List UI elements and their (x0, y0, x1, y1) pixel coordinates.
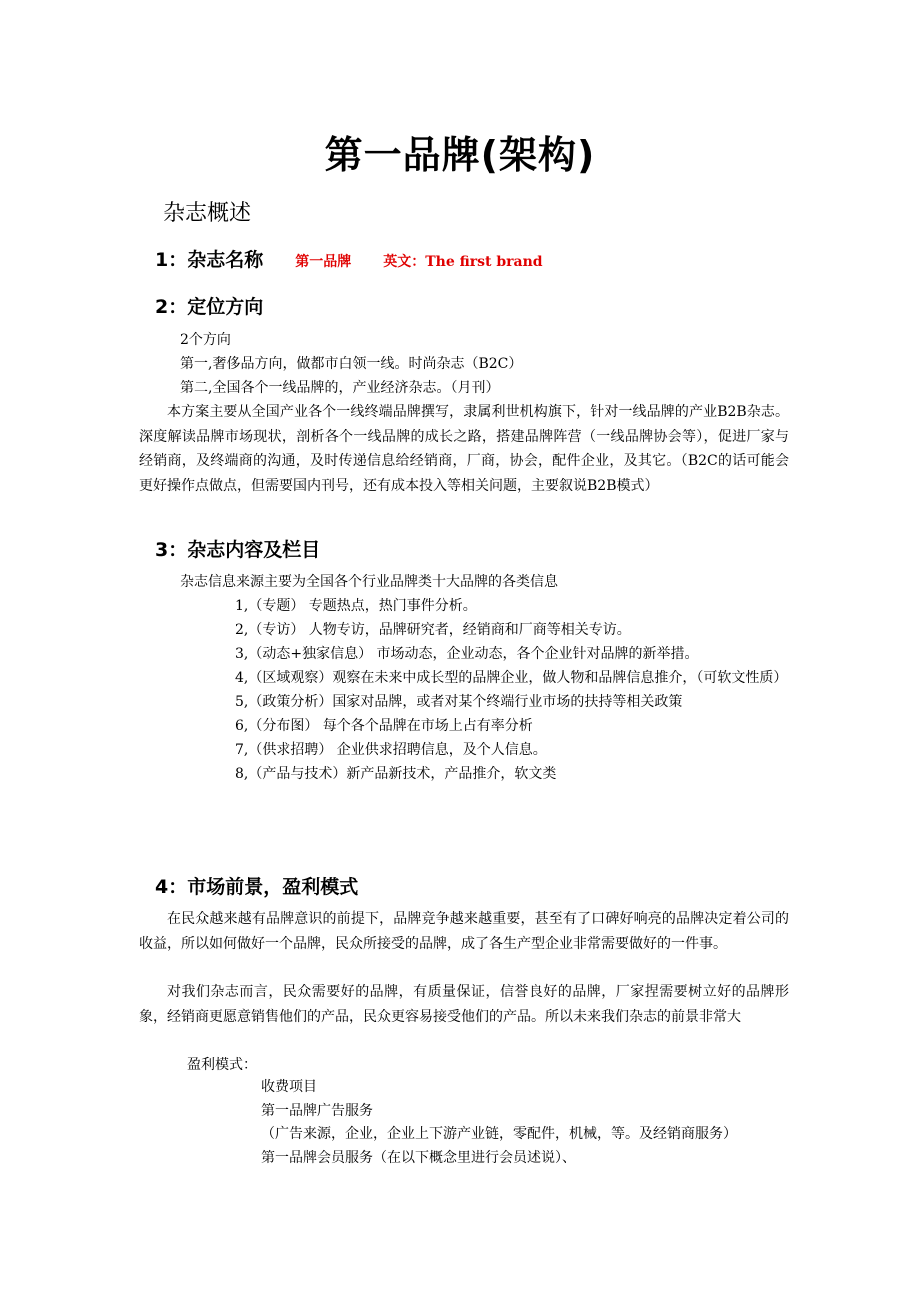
list-item: 6,（分布图） 每个各个品牌在市场上占有率分析 (235, 718, 533, 734)
document-title: 第一品牌(架构) (324, 133, 596, 177)
list-item: 收费项目 (261, 1079, 317, 1095)
magazine-name-value: 第一品牌 (295, 254, 352, 270)
list-item: 2,（专访） 人物专访，品牌研究者，经销商和厂商等相关专访。 (235, 622, 631, 638)
magazine-name-label: 1：杂志名称 (155, 249, 264, 271)
list-item: 1,（专题） 专题热点，热门事件分析。 (235, 598, 477, 614)
section-heading: 杂志概述 (163, 201, 252, 226)
profit-model-label: 盈利模式： (187, 1057, 257, 1073)
column-list (235, 594, 795, 786)
list-item: 第一品牌广告服务 (261, 1102, 373, 1119)
positioning-paragraph: 本方案主要从全国产业各个一线终端品牌撰写，隶属利世机构旗下，针对一线品牌的产业B2B杂志。深度解读品牌市场现状，剖析各个一线品牌的成长之路，搭建品牌阵营（一线品牌协会等），促进厂家与经销商，及终端商的沟通，及时传递信息给经销商，厂商，协会，配件企业，及其它。（B2C的话可能会更好操作点做点，但需要国内刊号，还有成本投入等相关问题，主要叙说B2B模式） (139, 404, 789, 494)
list-item: 4,（区域观察）观察在未来中成长型的品牌企业，做人物和品牌信息推介，（可软文性质） (235, 670, 788, 686)
market-paragraph: 在民众越来越有品牌意识的前提下，品牌竞争越来越重要，甚至有了口碑好响亮的品牌决定着公司的收益，所以如何做好一个品牌，民众所接受的品牌，成了各生产型企业非常需要做好的一件事。 (139, 911, 789, 952)
positioning-heading: 2：定位方向 (155, 296, 264, 318)
list-item: （广告来源，企业，企业上下游产业链，零配件，机械，等。及经销商服务） (261, 1126, 737, 1142)
market-prospect-heading: 4：市场前景，盈利模式 (155, 876, 359, 898)
content-columns-heading: 3：杂志内容及栏目 (155, 539, 321, 561)
list-item: 8,（产品与技术）新产品新技术，产品推介，软文类 (235, 766, 557, 782)
positioning-line: 第二,全国各个一线品牌的，产业经济杂志。（月刊） (180, 380, 500, 396)
magazine-name-heading (155, 245, 543, 272)
positioning-line: 第一,奢侈品方向，做都市白领一线。时尚杂志（B2C） (180, 356, 523, 372)
profit-items-list (261, 1076, 737, 1170)
list-item: 3,（动态+独家信息） 市场动态，企业动态，各个企业针对品牌的新举措。 (235, 646, 699, 662)
magazine-english-name: 英文：The first brand (383, 254, 543, 270)
content-intro: 杂志信息来源主要为全国各个行业品牌类十大品牌的各类信息 (180, 574, 558, 590)
positioning-line: 2个方向 (180, 332, 231, 348)
magazine-prospect-paragraph: 对我们杂志而言，民众需要好的品牌，有质量保证，信誉良好的品牌，厂家捏需要树立好的品牌形象，经销商更愿意销售他们的产品，民众更容易接受他们的产品。所以未来我们杂志的前景非常大 (139, 984, 789, 1025)
list-item: 5,（政策分析）国家对品牌，或者对某个终端行业市场的扶持等相关政策 (235, 694, 683, 710)
list-item: 7,（供求招聘） 企业供求招聘信息，及个人信息。 (235, 742, 547, 758)
list-item: 第一品牌会员服务（在以下概念里进行会员述说）、 (261, 1149, 576, 1166)
